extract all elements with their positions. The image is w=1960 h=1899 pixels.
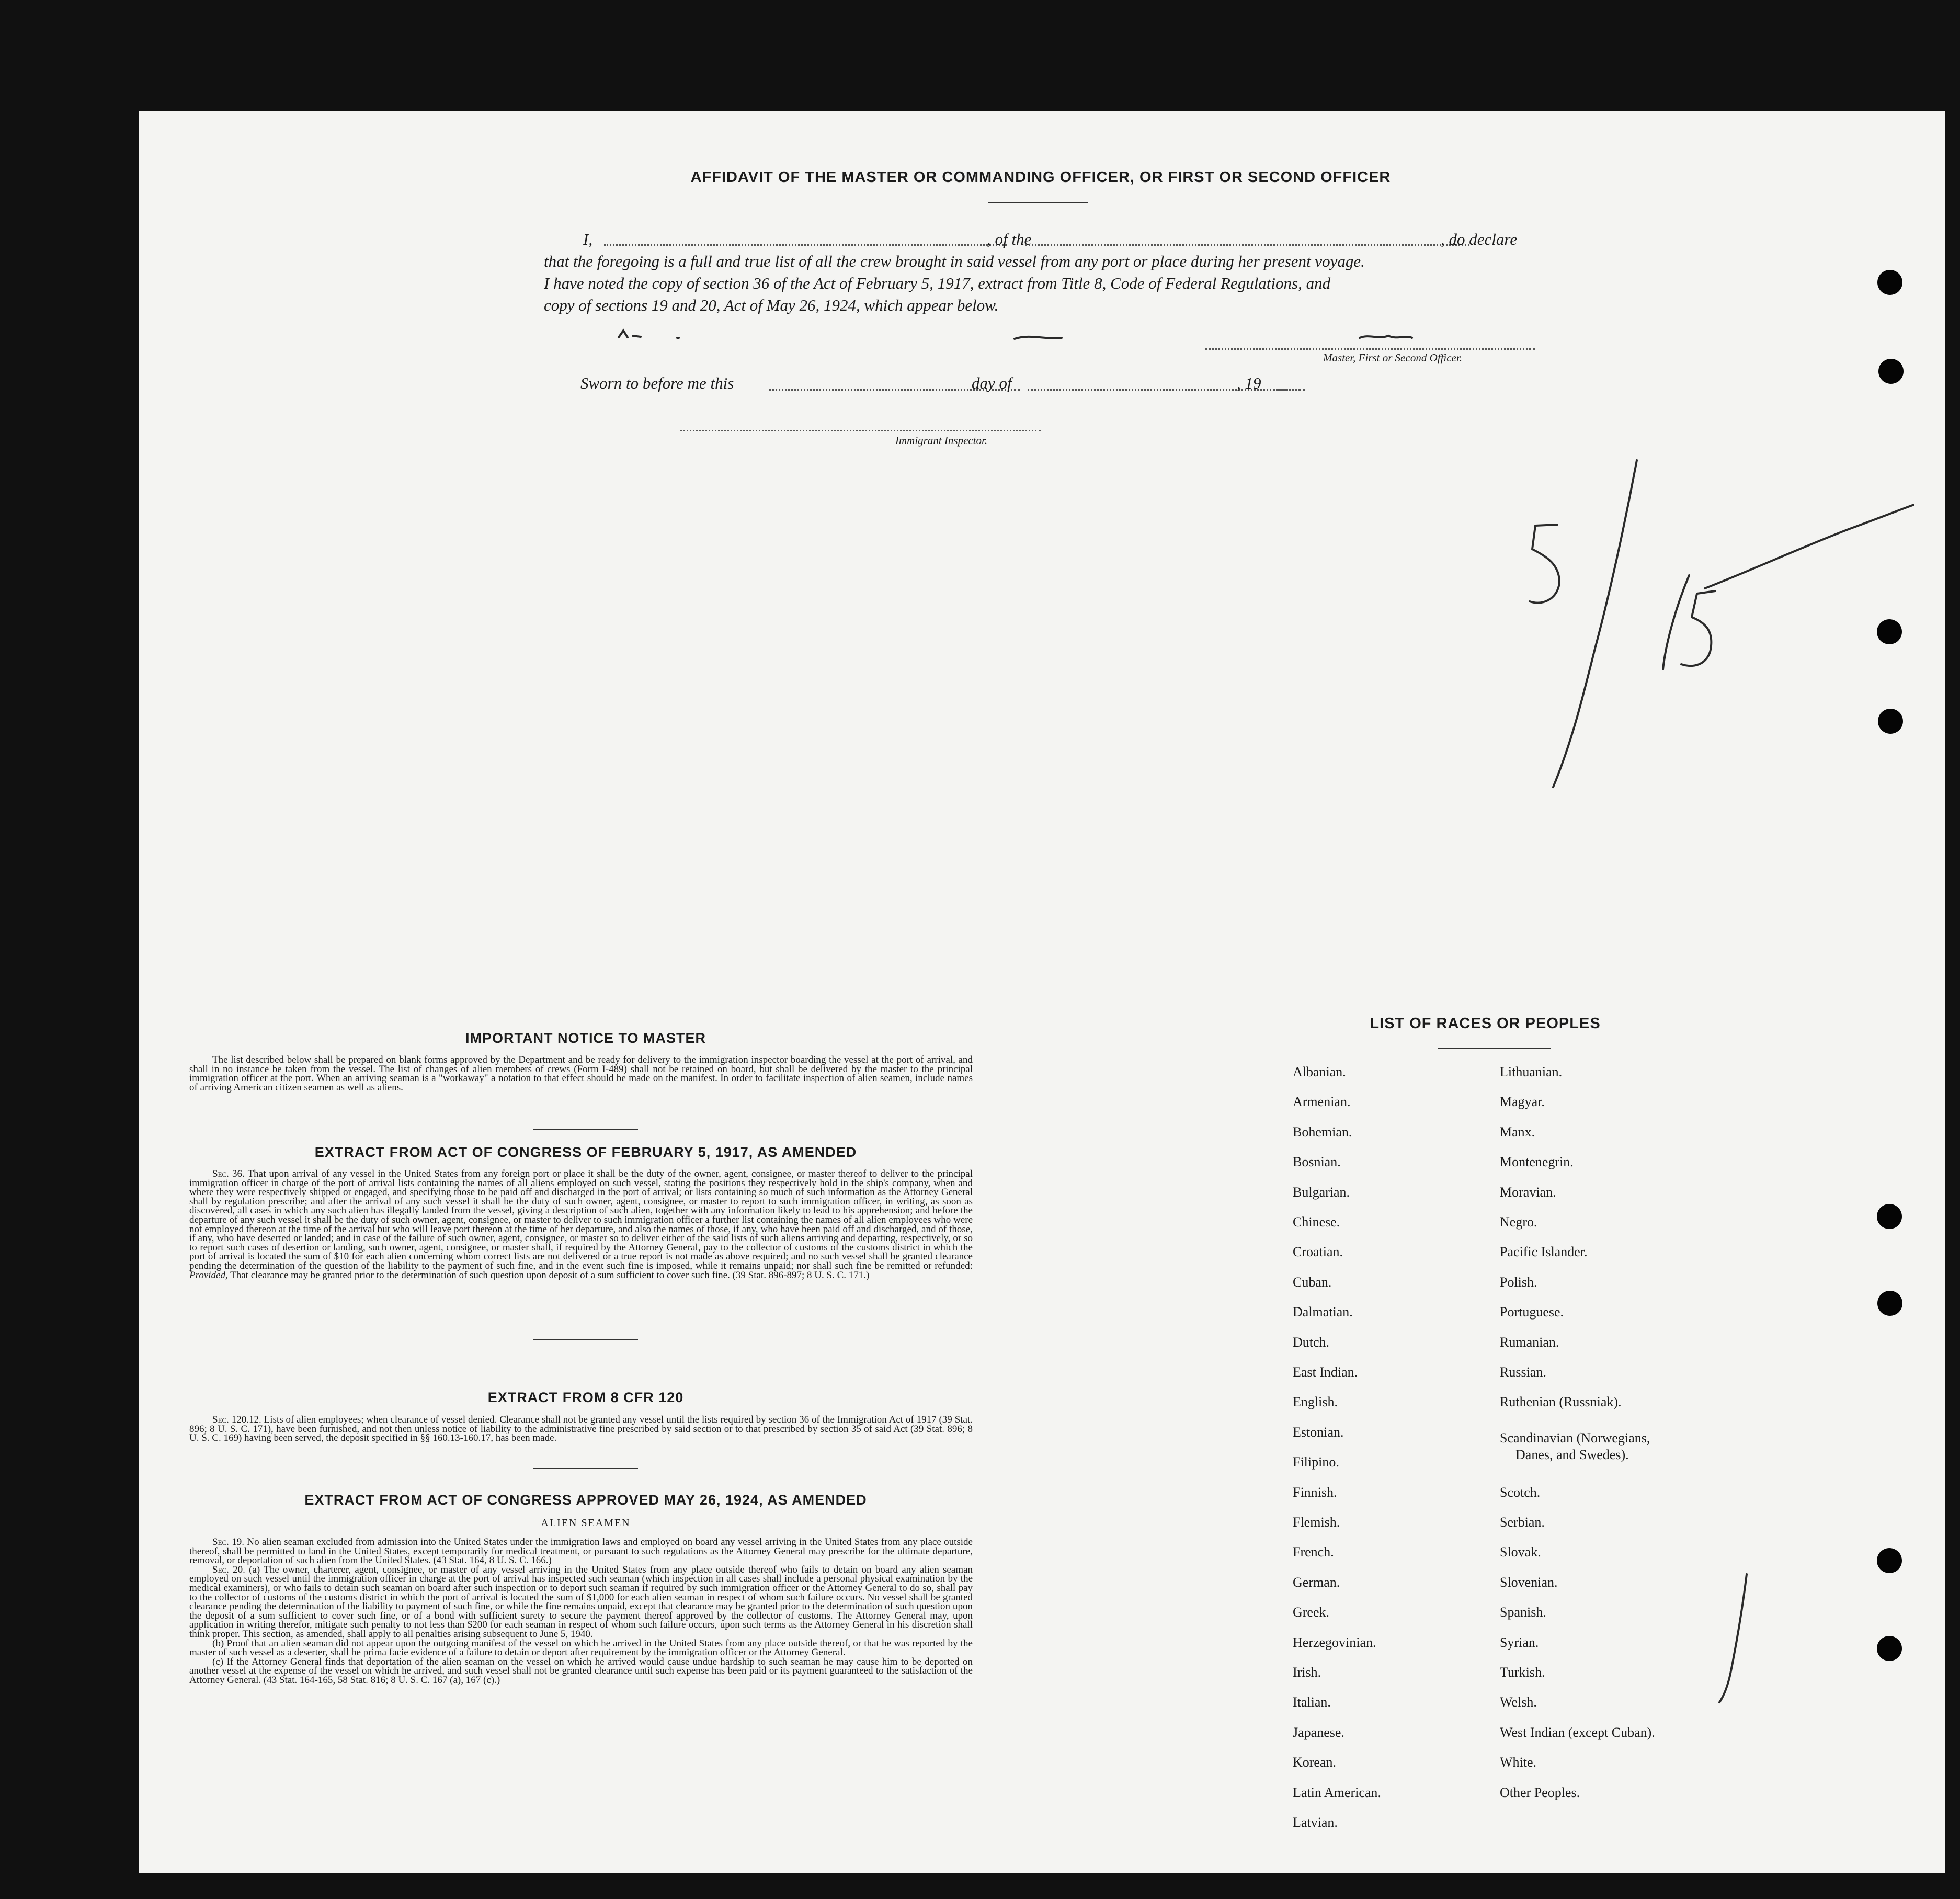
- inspector-caption: Immigrant Inspector.: [895, 434, 988, 447]
- affidavit-declaration-line: [544, 229, 1537, 251]
- handwritten-mark-5-15: [1517, 450, 1914, 795]
- extract-1924-title: EXTRACT FROM ACT OF CONGRESS APPROVED MAY 26, 1924, AS AMENDED: [304, 1492, 867, 1508]
- race-item: Welsh.: [1500, 1695, 1537, 1710]
- race-item: Polish.: [1500, 1274, 1537, 1290]
- race-item: Portuguese.: [1500, 1304, 1564, 1320]
- alien-seamen-subtitle: ALIEN SEAMEN: [541, 1517, 631, 1529]
- year-label: , 19: [1237, 374, 1261, 392]
- race-item: Turkish.: [1500, 1665, 1545, 1680]
- race-item: Rumanian.: [1500, 1334, 1559, 1350]
- race-item: Other Peoples.: [1500, 1784, 1580, 1800]
- race-item: White.: [1500, 1755, 1537, 1770]
- race-item: Finnish.: [1293, 1484, 1337, 1500]
- title-divider: [988, 202, 1088, 203]
- affidavit-body-line2: I have noted the copy of section 36 of the Act of February 5, 1917, extract from Title 8, Code of Federal Regulations, and: [544, 274, 1331, 292]
- affidavit-title: AFFIDAVIT OF THE MASTER OR COMMANDING OFFICER, OR FIRST OR SECOND OFFICER: [690, 169, 1391, 186]
- race-item: Ruthenian (Russniak).: [1500, 1394, 1622, 1410]
- sec-20-para-b: (b) Proof that an alien seaman did not appear upon the outgoing manifest of the vessel on which he arrived in the United States from any place outside thereof, or that he was reported by the master of such vessel as a deserter, shall be prima facie evidence of a failure to detain or deport after requirement by the immigration officer or the Attorney General.: [189, 1638, 973, 1658]
- race-item: East Indian.: [1293, 1364, 1358, 1380]
- proviso-label: Provided,: [189, 1269, 228, 1281]
- punch-hole: [1877, 1636, 1902, 1661]
- day-of-label: day of: [972, 374, 1012, 392]
- sec-36-label: Sec. 36.: [212, 1168, 245, 1179]
- race-item: Albanian.: [1293, 1064, 1346, 1079]
- race-item: Italian.: [1293, 1695, 1331, 1710]
- sec-36-text: That upon arrival of any vessel in the United States from any foreign port or place it shall be the duty of the owner, agent, consignee, or master thereof to deliver to the principal immigration officer in charge of the port of arrival lists containing the names of all aliens employed on such vessel, stating the positions they respectively hold in the ship's company, when and where they were respectively shipped or engaged, and specifying those to be paid off and discharged in the port of arrival; or lists containing so much of such information as the Attorney General shall by regulation prescribe; and after the arrival of any such vessel it shall be the duty of such owner, agent, consignee, or master to report to such immigration officer, in writing, as soon as discovered, all cases in which any such alien has illegally landed from the vessel, giving a description of such alien, together with any information likely to lead to his apprehension; and before the departure of any such vessel it shall be the duty of such owner, agent, consignee, or master to deliver to such immigration officer a further list containing the names of all alien employees who were not employed thereon at the time of the arrival but who will leave port thereon at the time of her departure, and also the names of those, if any, who have been paid off and discharged, and of those, if any, who have deserted or landed; and in case of the failure of such owner, agent, consignee, or master so to deliver either of the said lists of such aliens arriving and departing, respectively, or so to report such cases of desertion or landing, such owner, agent, consignee, or master shall, if required by the Attorney General, pay to the collector of customs of the customs district in which the port of arrival is located the sum of $10 for each alien concerning whom correct lists are not delivered or a true report is not made as above required; and no such vessel shall be granted clearance pending the determination of the question of the liability to the payment of such fine, and in the event such fine is imposed, while it remains unpaid; nor shall such fine be remitted or refunded:: [189, 1168, 973, 1271]
- sworn-label: Sworn to before me this: [580, 374, 734, 392]
- affidavit-body-line1: that the foregoing is a full and true list of all the crew brought in said vessel from any port or place during her present voyage.: [544, 252, 1365, 270]
- race-item: Flemish.: [1293, 1515, 1340, 1530]
- race-item: Bosnian.: [1293, 1154, 1341, 1170]
- race-item: Moravian.: [1500, 1184, 1556, 1200]
- race-item: Slovenian.: [1500, 1574, 1558, 1590]
- race-item: Magyar.: [1500, 1094, 1545, 1110]
- notice-paragraph: The list described below shall be prepared on blank forms approved by the Department and be ready for delivery to the immigration inspector boarding the vessel at the port of arrival, and shall in no instance be taken from the vessel. The list of changes of alien members of crews (Form I-489) shall not be retained on board, but shall be delivered by the master to the principal immigration officer at the port. When an arriving seaman is a "workaway" a notation to that effect should be made on the manifest. In order to facilitate inspection of alien seamen, include names of arriving American citizen seamen as well as aliens.: [189, 1054, 973, 1093]
- sworn-line: [580, 372, 1313, 394]
- race-item: Manx.: [1500, 1124, 1535, 1140]
- race-item: Latin American.: [1293, 1784, 1381, 1800]
- extract-cfr-text: [189, 1415, 973, 1443]
- race-item: Pacific Islander.: [1500, 1244, 1588, 1260]
- race-item: Dalmatian.: [1293, 1304, 1353, 1320]
- sec-20-text: (a) The owner, charterer, agent, consignee, or master of any vessel arriving in the United States from any place outside thereof who fails to detain on board any alien seaman employed on such vessel until the immigration officer in charge at the port of arrival has inspected such seaman (which inspection in all cases shall include a personal physical examination by the medical examiners), or who fails to detain such seaman on board after such inspection or to deport such seaman if required by such immigration officer or the Attorney General to do so, shall pay to the collector of customs of the customs district in which the port of arrival is located the sum of $1,000 for each alien seaman in respect of whom such failure occurs. No vessel shall be granted clearance pending the determination of the liability to payment of such fine, or while the fine remains unpaid, except that clearance may be granted prior to the determination of such question upon the deposit of a sum sufficient to cover such fine, or of a bond with sufficient surety to secure the payment thereof approved by the collector of customs. The Attorney General may, upon application in writing therefor, mitigate such penalty to not less than $200 for each seaman in respect of whom such failure occurs, upon such terms as the Attorney General in his discretion shall think proper. This section, as amended, shall apply to all penalties arising subsequent to June 5, 1940.: [189, 1564, 973, 1640]
- race-item: Latvian.: [1293, 1815, 1338, 1830]
- extract-1917-title: EXTRACT FROM ACT OF CONGRESS OF FEBRUARY 5, 1917, AS AMENDED: [314, 1144, 857, 1160]
- race-item: Negro.: [1500, 1214, 1537, 1230]
- affidavit-body-line3: copy of sections 19 and 20, Act of May 26, 1924, which appear below.: [544, 296, 999, 314]
- notice-text: [189, 1055, 973, 1092]
- race-item: Dutch.: [1293, 1334, 1330, 1350]
- race-item: Spanish.: [1500, 1605, 1546, 1620]
- master-caption: Master, First or Second Officer.: [1323, 351, 1462, 364]
- vessel-blank[interactable]: [1025, 244, 1469, 246]
- race-item: French.: [1293, 1544, 1334, 1560]
- handwritten-check-mark: [1710, 1572, 1757, 1708]
- master-signature-blank[interactable]: [1205, 348, 1535, 350]
- race-item: Lithuanian.: [1500, 1064, 1563, 1079]
- extract-cfr-title: EXTRACT FROM 8 CFR 120: [487, 1390, 684, 1405]
- race-item: Cuban.: [1293, 1274, 1332, 1290]
- race-item: Syrian.: [1500, 1634, 1539, 1650]
- sec-20-para-c: (c) If the Attorney General finds that deportation of the alien seaman on the vessel on which he arrived would cause undue hardship to such seaman he may cause him to be deported on another vessel at the expense of the vessel on which he arrived, and such vessel shall not be granted clearance until such expense has been paid or its payment guaranteed to the satisfaction of the Attorney General. (43 Stat. 164-165, 58 Stat. 816; 8 U. S. C. 167 (a), 167 (c).): [189, 1656, 973, 1686]
- race-item: Bulgarian.: [1293, 1184, 1350, 1200]
- sec-19-text: No alien seaman excluded from admission into the United States under the immigration laws and employed on board any vessel arriving in the United States from any place outside thereof, shall be permitted to land in the United States, except temporarily for medical treatment, or pursuant to such regulations as the Attorney General may prescribe for the ultimate departure, removal, or deportation of such alien from the United States. (43 Stat. 164, 8 U. S. C. 166.): [189, 1537, 973, 1566]
- race-item: West Indian (except Cuban).: [1500, 1724, 1655, 1740]
- race-item: Danes, and Swedes).: [1515, 1447, 1629, 1462]
- i-label: I,: [583, 230, 593, 248]
- notice-divider: [533, 1129, 638, 1130]
- extract-cfr-divider: [533, 1468, 638, 1469]
- race-item: German.: [1293, 1574, 1340, 1590]
- races-divider: [1438, 1048, 1551, 1049]
- sec-19-label: Sec. 19.: [212, 1537, 245, 1548]
- name-blank[interactable]: [604, 244, 1007, 246]
- notice-title: IMPORTANT NOTICE TO MASTER: [465, 1030, 706, 1046]
- sworn-year-blank[interactable]: [1273, 389, 1305, 391]
- race-item: Croatian.: [1293, 1244, 1343, 1260]
- race-item: Irish.: [1293, 1665, 1321, 1680]
- extract-1924-text: [189, 1538, 973, 1685]
- extract-1917-text: [189, 1169, 973, 1280]
- sec-20-label: Sec. 20.: [212, 1564, 245, 1575]
- inspector-signature-blank[interactable]: [680, 430, 1041, 431]
- race-item: Bohemian.: [1293, 1124, 1352, 1140]
- punch-hole: [1877, 1548, 1902, 1573]
- proviso-text: That clearance may be granted prior to the determination of such question upon deposit of a sum sufficient to cover such fine. (39 Stat. 896-897; 8 U. S. C. 171.): [230, 1269, 870, 1281]
- race-item: Japanese.: [1293, 1724, 1344, 1740]
- race-item: Korean.: [1293, 1755, 1337, 1770]
- race-item: Slovak.: [1500, 1544, 1541, 1560]
- race-item: Serbian.: [1500, 1515, 1545, 1530]
- races-title: LIST OF RACES OR PEOPLES: [1370, 1015, 1601, 1032]
- race-item: Montenegrin.: [1500, 1154, 1574, 1170]
- sec-120-text: Lists of alien employees; when clearance of vessel denied. Clearance shall not be granted any vessel until the lists required by section 36 of the Immigration Act of 1917 (39 Stat. 896; 8 U. S. C. 171), have been furnished, and not then unless notice of liability to the administrative fine prescribed by said section or to that prescribed by section 35 of said Act (39 Stat. 896; 8 U. S. C. 169) having been served, the deposit specified in §§ 160.13-160.17, has been made.: [189, 1414, 973, 1444]
- race-item: Filipino.: [1293, 1454, 1339, 1470]
- race-item: Herzegovinian.: [1293, 1634, 1376, 1650]
- sec-120-label: Sec. 120.12.: [212, 1414, 261, 1425]
- of-the-label: , of the: [987, 230, 1032, 248]
- punch-hole: [1877, 270, 1902, 295]
- race-item: Greek.: [1293, 1605, 1330, 1620]
- punch-hole: [1877, 1291, 1902, 1316]
- punch-hole: [1878, 359, 1904, 384]
- race-item: Scandinavian (Norwegians,: [1500, 1430, 1650, 1446]
- stray-pen-marks: [617, 324, 1428, 345]
- race-item: Chinese.: [1293, 1214, 1340, 1230]
- do-declare-label: , do declare: [1441, 230, 1518, 248]
- race-item: Estonian.: [1293, 1424, 1344, 1440]
- race-item: Scotch.: [1500, 1484, 1541, 1500]
- race-item: Russian.: [1500, 1364, 1546, 1380]
- race-item: Armenian.: [1293, 1094, 1351, 1110]
- punch-hole: [1877, 1204, 1902, 1229]
- race-item: English.: [1293, 1394, 1338, 1410]
- extract-1917-divider: [533, 1339, 638, 1340]
